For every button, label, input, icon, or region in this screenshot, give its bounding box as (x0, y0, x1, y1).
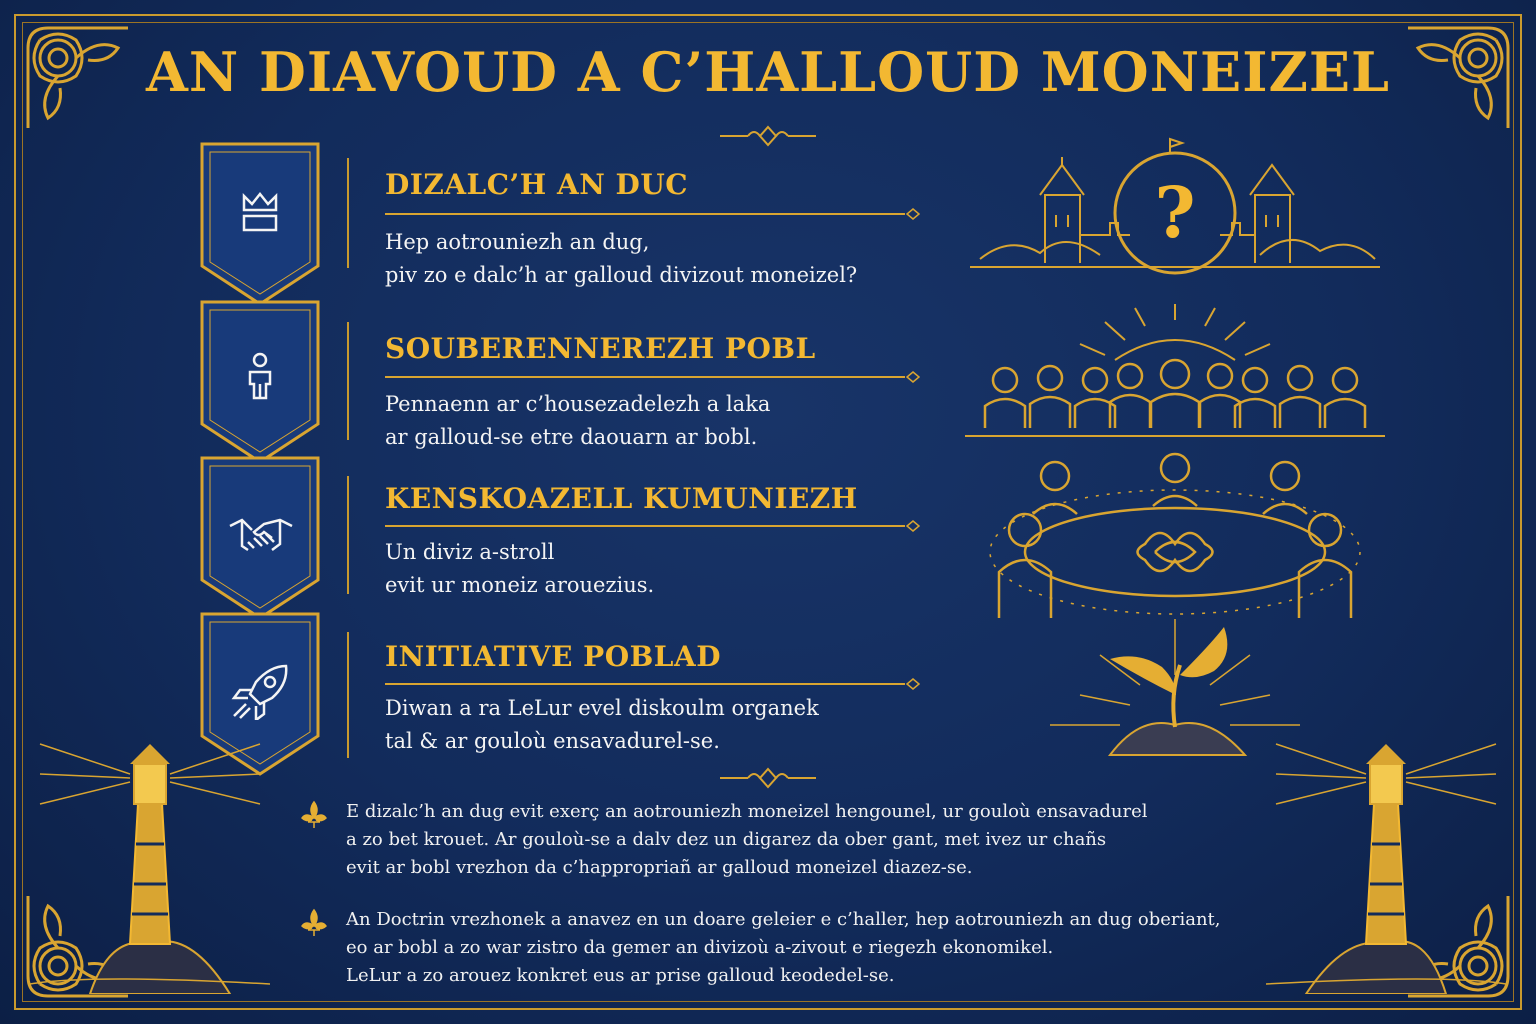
section-text: Diwan a ra LeLur evel diskoulm organek tal & ar gouloù ensavadurel-se. (385, 696, 819, 753)
title-underline (385, 371, 920, 383)
fleur-de-lis-icon (300, 800, 328, 830)
list-item: E dizalc’h an dug evit exerç an aotrouniezh moneizel hengounel, ur gouloù ensavadurel a zo bet krouet. Ar gouloù-se a dalv dez un digarez da ober gant, met ivez ur chañs evit ar bobl vrezhon da c’happropriañ ar galloud moneizel diazez-se. (300, 798, 1260, 882)
section-title: DIZALC’H AN DUC (385, 168, 689, 201)
castle-question-illustration (970, 135, 1380, 275)
fleur-de-lis-icon (300, 908, 328, 938)
page-title: AN DIAVOUD A C’HALLOUD MONEIZEL (145, 40, 1391, 104)
section-rule (347, 476, 349, 594)
crown-icon (236, 188, 284, 236)
section-rule (347, 632, 349, 758)
people-crowd-illustration (965, 300, 1385, 440)
round-table-illustration (985, 452, 1365, 622)
section-rule (347, 158, 349, 268)
lighthouse-icon (30, 734, 270, 994)
section-text: Hep aotrouniezh an dug, piv zo e dalc’h ar galloud divizout moneizel? (385, 230, 858, 287)
ornamental-divider-icon (718, 124, 818, 148)
title-underline (385, 208, 920, 220)
section-title: SOUBERENNEREZH POBL (385, 332, 816, 365)
rocket-icon (230, 664, 290, 720)
ornamental-divider-icon (718, 766, 818, 790)
summary-bullets (300, 798, 1260, 1014)
section-text: Un diviz a-stroll evit ur moneiz arouezius. (385, 540, 655, 597)
list-item: An Doctrin vrezhonek a anavez en un doare geleier e c’haller, hep aotrouniezh an dug oberiant, eo ar bobl a zo war zistro da gemer an divizoù a-zivout e riegezh ekonomikel. LeLur a zo arouez konkret eus ar prise galloud keodedel-se. (300, 906, 1260, 990)
lighthouse-icon (1266, 734, 1506, 994)
title-underline (385, 678, 920, 690)
title-underline (385, 520, 920, 532)
section-title: KENSKOAZELL KUMUNIEZH (385, 482, 858, 515)
section-title: INITIATIVE POBLAD (385, 640, 721, 673)
section-rule (347, 322, 349, 440)
person-icon (236, 352, 284, 400)
section-text: Pennaenn ar c’housezadelezh a laka ar galloud-se etre daouarn ar bobl. (385, 392, 771, 449)
question-mark: ? (1154, 171, 1196, 254)
handshake-icon (228, 512, 294, 560)
